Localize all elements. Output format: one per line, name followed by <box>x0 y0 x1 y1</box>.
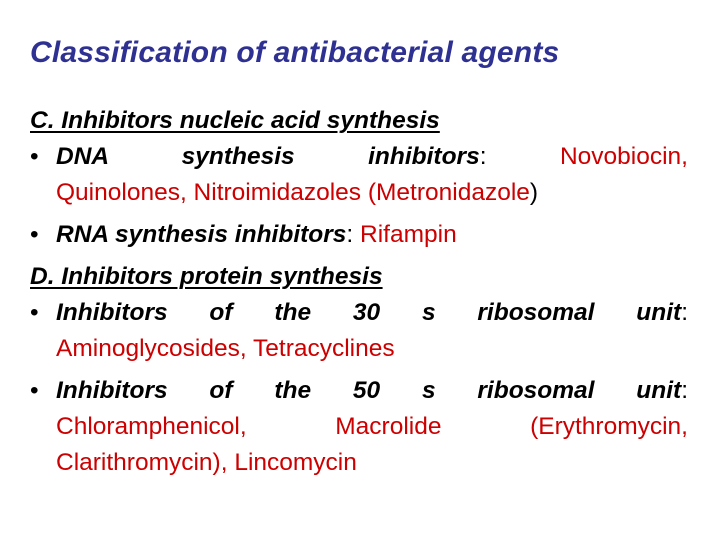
bullet-icon: • <box>30 143 39 170</box>
bullet-line <box>56 139 688 175</box>
bullet-line <box>56 445 688 481</box>
slide-content <box>30 103 688 487</box>
drug-list: Clarithromycin), Lincomycin <box>56 449 357 476</box>
bullet-term: RNA synthesis inhibitors <box>56 221 347 248</box>
bullet-line <box>56 217 688 253</box>
bullet-30s-ribosomal <box>30 295 688 367</box>
drug-list: Aminoglycosides, Tetracyclines <box>56 335 395 362</box>
bullet-icon: • <box>30 221 39 248</box>
drug-list: Novobiocin, <box>559 143 688 170</box>
bullet-icon: • <box>30 377 39 404</box>
bullet-line <box>56 175 688 211</box>
bullet-line <box>56 295 688 331</box>
bullet-term: DNA synthesis inhibitors <box>56 143 480 170</box>
bullet-colon: : <box>681 299 688 326</box>
slide-title: Classification of antibacterial agents <box>30 36 560 69</box>
drug-list: Rifampin <box>360 221 457 248</box>
bullet-colon: : <box>479 143 487 170</box>
bullet-colon: : <box>681 377 688 404</box>
bullet-term: Inhibitors of the 50 s ribosomal unit <box>56 377 682 404</box>
drug-list: Chloramphenicol, Macrolide (Erythromycin, <box>56 413 688 440</box>
bullet-dna-synthesis <box>30 139 688 211</box>
bullet-50s-ribosomal <box>30 373 688 481</box>
bullet-line <box>56 409 688 445</box>
bullet-colon: : <box>346 221 354 248</box>
section-heading-d: D. Inhibitors protein synthesis <box>30 263 383 290</box>
bullet-icon: • <box>30 299 39 326</box>
bullet-rna-synthesis <box>30 217 688 253</box>
section-heading-c: C. Inhibitors nucleic acid synthesis <box>30 107 440 134</box>
bullet-term: Inhibitors of the 30 s ribosomal unit <box>56 299 682 326</box>
closing-paren: ) <box>529 179 539 206</box>
bullet-line <box>56 373 688 409</box>
drug-list: Quinolones, Nitroimidazoles (Metronidazole <box>56 179 530 206</box>
bullet-line <box>56 331 688 367</box>
